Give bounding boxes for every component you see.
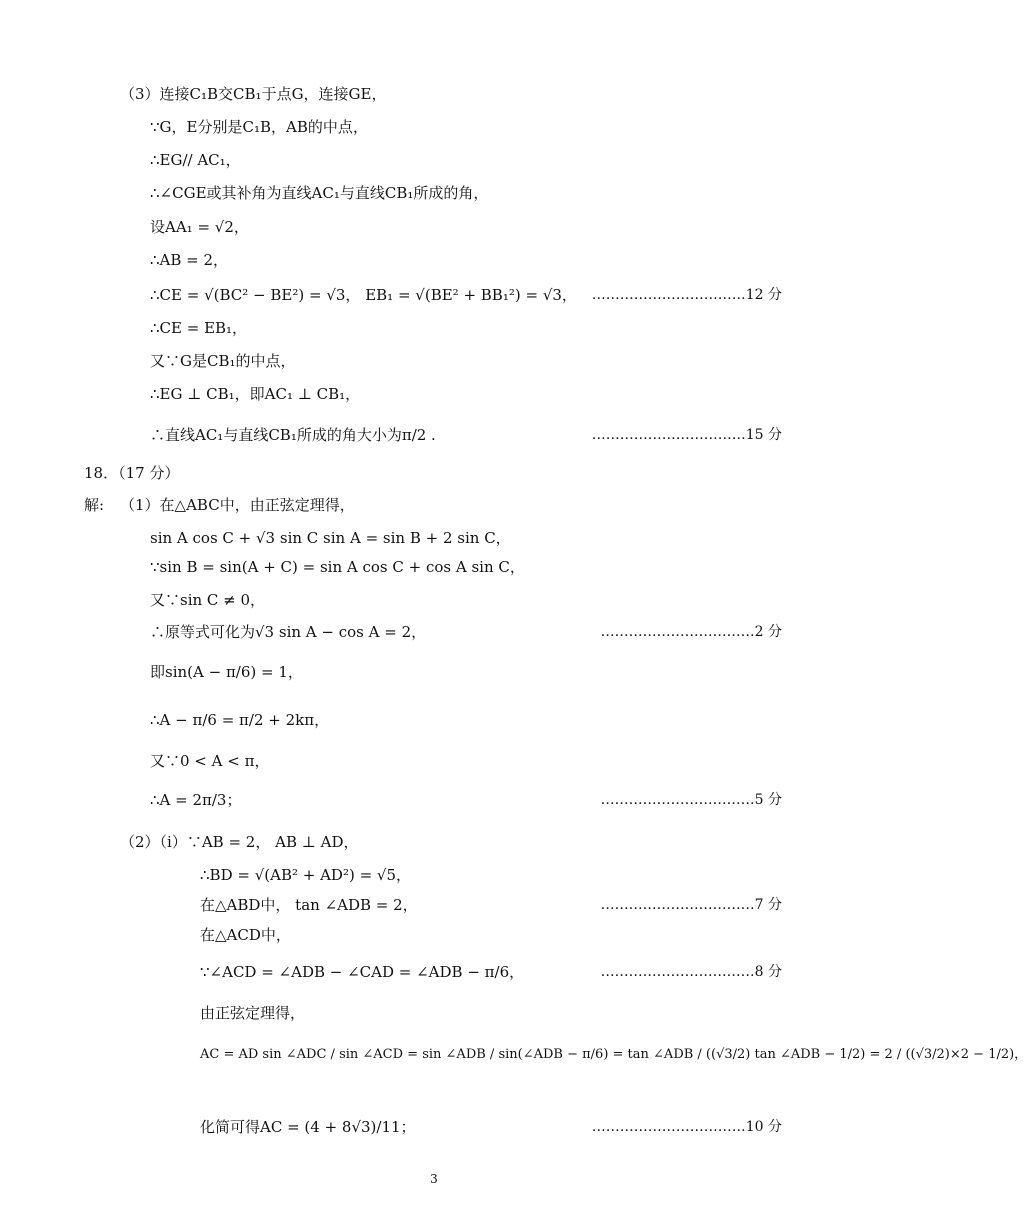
- q18-part2-line-6: 由正弦定理得，: [200, 1004, 306, 1022]
- score-dots: ……………………………: [600, 964, 755, 980]
- q18-line-7: ∴A − π/6 = π/2 + 2kπ，: [150, 711, 330, 729]
- score-label: 12 分: [745, 287, 782, 303]
- score-label: 15 分: [745, 427, 782, 443]
- score-dots: ……………………………: [591, 287, 746, 303]
- part3-line-7: ∴CE = √(BC² − BE²) = √3， EB₁ = √(BE² + BB₁²) = √3，: [150, 286, 577, 304]
- part3-line-2: ∵G，E分别是C₁B，AB的中点，: [150, 118, 368, 136]
- q18-line-9: ∴A = 2π/3；: [150, 791, 242, 809]
- score-dots: ……………………………: [600, 792, 755, 808]
- part3-line-8: ∴CE = EB₁，: [150, 319, 248, 337]
- part3-line-4: ∴∠CGE或其补角为直线AC₁与直线CB₁所成的角，: [150, 184, 489, 202]
- q18-part2-line-2: ∴BD = √(AB² + AD²) = √5，: [200, 866, 412, 884]
- q18-line-2: sin A cos C + √3 sin C sin A = sin B + 2 sin C，: [150, 529, 511, 547]
- q18-line-4: 又∵sin C ≠ 0，: [150, 591, 266, 609]
- q18-part2-line-7: AC = AD sin ∠ADC / sin ∠ACD = sin ∠ADB / sin(∠ADB − π/6) = tan ∠ADB / ((√3/2) tan ∠ADB − 1/2) = 2 / ((√3/2)×2 − 1/2)，: [200, 1047, 1027, 1062]
- score-15: [592, 425, 782, 445]
- score-dots: ……………………………: [600, 624, 755, 640]
- q18-part2-line-1: （2）（ⅰ）∵AB = 2， AB ⊥ AD，: [120, 833, 359, 851]
- score-7: [601, 895, 782, 915]
- score-dots: ……………………………: [600, 897, 755, 913]
- q18-line-3: ∵sin B = sin(A + C) = sin A cos C + cos A sin C，: [150, 558, 525, 576]
- q18-part2-line-3: 在△ABD中， tan ∠ADB = 2，: [200, 896, 418, 914]
- q18-line-1: （1）在△ABC中，由正弦定理得，: [120, 496, 355, 514]
- score-5: [601, 790, 782, 810]
- part3-line-6: ∴AB = 2，: [150, 251, 229, 269]
- part3-line-11: ∴直线AC₁与直线CB₁所成的角大小为π/2 .: [150, 426, 436, 444]
- score-label: 10 分: [745, 1119, 782, 1135]
- q18-line-6: 即sin(A − π/6) = 1，: [150, 663, 303, 681]
- q18-part2-line-5: ∵∠ACD = ∠ADB − ∠CAD = ∠ADB − π/6，: [200, 963, 525, 981]
- score-label: 2 分: [754, 624, 782, 640]
- q18-part2-line-8: 化简可得AC = (4 + 8√3)/11；: [200, 1118, 416, 1136]
- q18-part2-line-4: 在△ACD中，: [200, 926, 291, 944]
- score-10: [592, 1117, 782, 1137]
- solution-label: 解:: [84, 496, 105, 514]
- score-2: [601, 622, 782, 642]
- score-dots: ……………………………: [591, 427, 746, 443]
- score-label: 7 分: [754, 897, 782, 913]
- part3-line-1: （3）连接C₁B交CB₁于点G，连接GE，: [120, 85, 387, 103]
- q18-line-8: 又∵0 < A < π，: [150, 752, 270, 770]
- score-12: [592, 285, 782, 305]
- part3-line-10: ∴EG ⊥ CB₁，即AC₁ ⊥ CB₁，: [150, 385, 361, 403]
- q18-header: 18．（17 分）: [84, 464, 180, 482]
- score-label: 8 分: [754, 964, 782, 980]
- score-dots: ……………………………: [591, 1119, 746, 1135]
- part3-line-3: ∴EG// AC₁，: [150, 151, 241, 169]
- part3-line-5: 设AA₁ = √2，: [150, 218, 249, 236]
- page-number: 3: [430, 1172, 438, 1186]
- part3-line-9: 又∵G是CB₁的中点，: [150, 352, 296, 370]
- score-8: [601, 962, 782, 982]
- q18-line-5: ∴原等式可化为√3 sin A − cos A = 2，: [150, 623, 427, 641]
- score-label: 5 分: [754, 792, 782, 808]
